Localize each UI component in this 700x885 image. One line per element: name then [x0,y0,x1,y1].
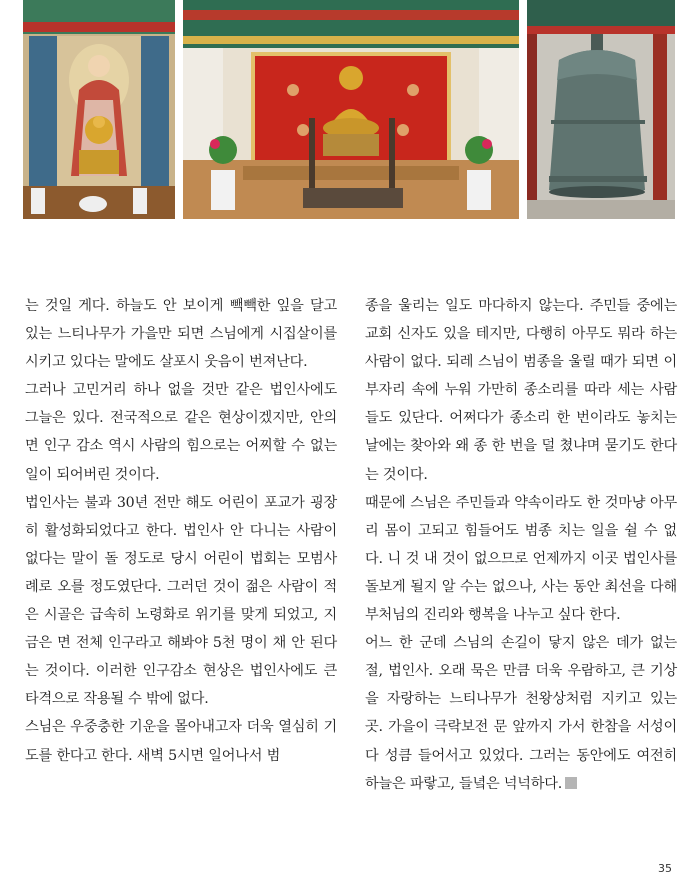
paragraph-text: 어느 한 군데 스님의 손길이 닿지 않은 데가 없는 절, 법인사. 오래 묵은 만큼 더욱 우람하고, 큰 기상을 자랑하는 느티나무가 천왕상처럼 지키고 있는 곳. 가을이 극락보전 문 앞까지 가서 한참을 서성이다 성큼 들어서고 있었다. 그러는 동안에도 여전히 하늘은 파랗고, 들녘은 넉넉하다. [365,635,677,792]
photo-temple-bell [527,0,675,219]
paragraph: 종을 울리는 일도 마다하지 않는다. 주민들 중에는 교회 신자도 있을 테지만, 다행히 아무도 뭐라 하는 사람이 없다. 되레 스님이 범종을 울릴 때가 되면 이부자리 속에 누워 가만히 종소리를 따라 세는 사람들도 있단다. 어쩌다가 종소리 한 번이라도 놓치는 날에는 찾아와 왜 종 한 번을 덜 쳤냐며 묻기도 한다는 것이다. [365,298,677,483]
temple-bell-icon [527,0,675,219]
paragraph: 법인사는 불과 30년 전만 해도 어린이 포교가 굉장히 활성화되었다고 한다. 법인사 안 다니는 사람이 없다는 말이 돌 정도로 당시 어린이 법회는 모범사례로 오를 정도였단다. 그러던 것이 젊은 사람이 적은 시골은 급속히 노령화로 위기를 맞게 되었고, 지금은 면 전체 인구라고 해봐야 5천 명이 채 안 된다는 것이다. 이러한 인구감소 현상은 법인사에도 큰 타격으로 작용될 수 밖에 없다. [25,494,337,708]
paragraph: 그러나 고민거리 하나 없을 것만 같은 법인사에도 그늘은 있다. 전국적으로 같은 현상이겠지만, 안의면 인구 감소 역시 사람의 힘으로는 어찌할 수 없는 일이 되어버린 것이다. [25,382,337,483]
paragraph: 는 것일 게다. 하늘도 안 보이게 빽빽한 잎을 달고 있는 느티나무가 가을만 되면 스님에게 시집살이를 시키고 있다는 말에도 살포시 웃음이 번져난다. [25,298,337,371]
paragraph: 스님은 우중충한 기운을 몰아내고자 더욱 열심히 기도를 한다고 한다. 새벽 5시면 일어나서 범 [25,719,337,764]
end-mark-icon [565,777,577,789]
paragraph: 때문에 스님은 주민들과 약속이라도 한 것마냥 아무리 몸이 고되고 힘들어도 범종 치는 일을 쉴 수 없다. 니 것 내 것이 없으므로 언제까지 이곳 법인사를 돌보게 될지 알 수는 없으나, 사는 동안 최선을 다해 부처님의 진리와 행복을 나누고 싶다 한다. [365,494,677,624]
buddha-painting-icon [23,0,175,219]
paragraph-last [365,629,677,798]
photo-buddha-painting [23,0,175,219]
photo-buddha-altar [183,0,519,219]
article-column-right [365,292,677,798]
buddha-altar-icon [183,0,519,219]
article-column-left [25,292,337,770]
page-number: 35 [658,862,672,875]
